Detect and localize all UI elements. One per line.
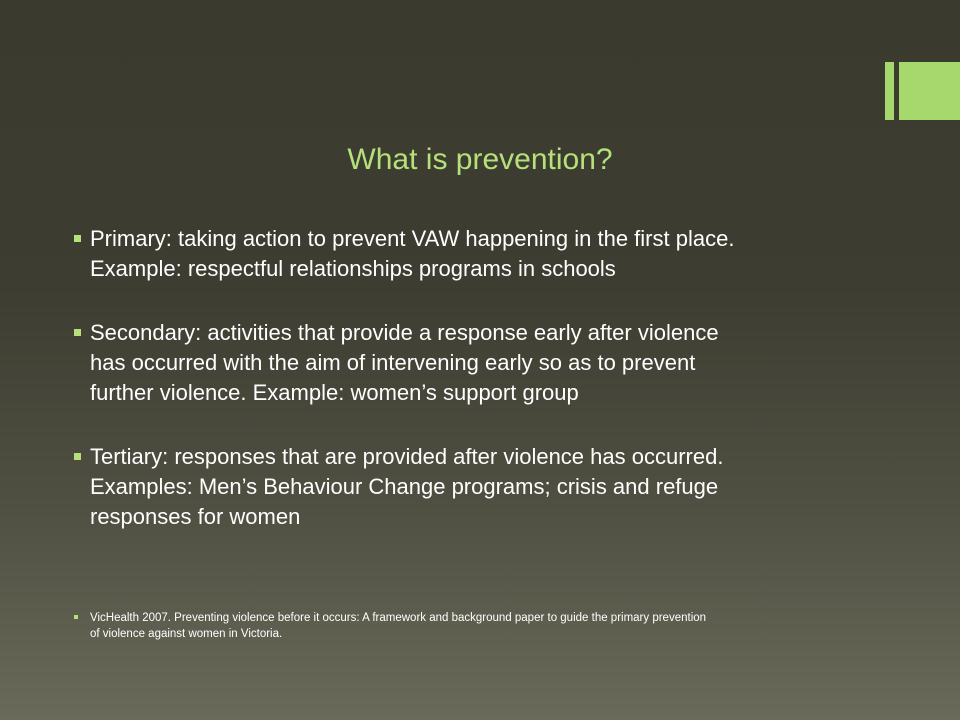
square-bullet-icon bbox=[74, 235, 81, 242]
bullet-list bbox=[74, 224, 874, 566]
bullet-line: responses for women bbox=[90, 504, 301, 529]
bullet-item-primary bbox=[74, 224, 874, 284]
slide-title: What is prevention? bbox=[347, 143, 613, 176]
reference-citation bbox=[74, 610, 910, 642]
bullet-item-secondary bbox=[74, 318, 874, 408]
square-bullet-icon bbox=[74, 453, 81, 460]
square-bullet-icon bbox=[74, 329, 81, 336]
bullet-line: Primary: taking action to prevent VAW happening in the first place. bbox=[90, 226, 735, 251]
bullet-item-tertiary bbox=[74, 442, 874, 532]
bullet-line: Tertiary: responses that are provided after violence has occurred. bbox=[90, 444, 724, 469]
bullet-line: Examples: Men’s Behaviour Change programs; crisis and refuge bbox=[90, 474, 719, 499]
accent-bar-thin bbox=[885, 62, 894, 120]
square-bullet-icon bbox=[74, 615, 78, 619]
reference-line: of violence against women in Victoria. bbox=[90, 628, 283, 640]
accent-bar-thick bbox=[899, 62, 960, 120]
bullet-line: further violence. Example: women’s support group bbox=[90, 380, 579, 405]
bullet-line: Secondary: activities that provide a response early after violence bbox=[90, 320, 719, 345]
reference-line: VicHealth 2007. Preventing violence before it occurs: A framework and background paper to guide the primary prevention bbox=[90, 612, 707, 624]
bullet-line: has occurred with the aim of intervening early so as to prevent bbox=[90, 350, 696, 375]
bullet-line: Example: respectful relationships programs in schools bbox=[90, 256, 616, 281]
